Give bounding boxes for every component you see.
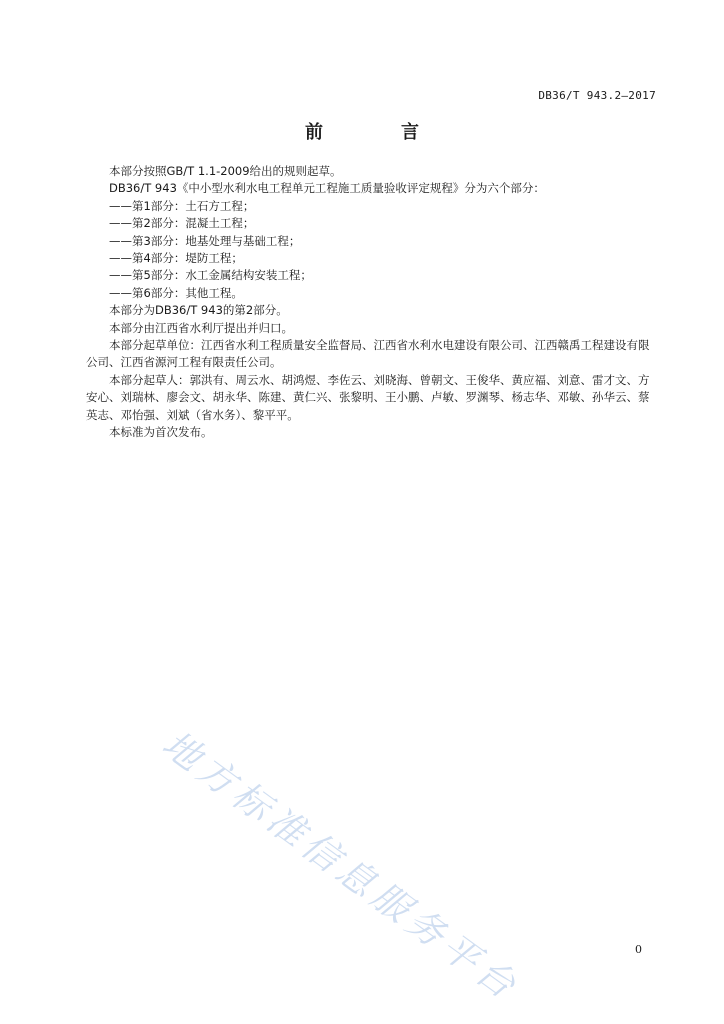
foreword-body bbox=[86, 163, 658, 442]
paragraph-proposer: 本部分由江西省水利厅提出并归口。 bbox=[109, 320, 293, 335]
list-item-part-2: ——第2部分：混凝土工程； bbox=[109, 216, 255, 231]
paragraph-drafting-rules: 本部分按照GB/T 1.1-2009给出的规则起草。 bbox=[109, 164, 342, 178]
list-item-part-5: ——第5部分：水工金属结构安装工程； bbox=[109, 268, 312, 283]
page-number: 0 bbox=[635, 943, 642, 956]
list-item-part-6: ——第6部分：其他工程。 bbox=[109, 285, 243, 300]
list-item-part-4: ——第4部分：堤防工程； bbox=[109, 251, 243, 266]
paragraph-first-release: 本标准为首次发布。 bbox=[109, 425, 213, 440]
paragraph-drafters: 本部分起草人：郭洪有、周云水、胡鸿煜、李佐云、刘晓海、曾朝文、王俊华、黄应福、刘意、雷才文、方安心、刘瑞林、廖会文、胡永华、陈建、黄仁兴、张黎明、王小鹏、卢敏、罗渊琴、杨志华、邓敏、孙华云、蔡英志、邓怡强、刘斌（省水务）、黎平平。 bbox=[86, 372, 650, 422]
watermark: 地方标准信息服务平台 bbox=[154, 722, 528, 1010]
standard-code: DB36/T 943.2—2017 bbox=[538, 89, 656, 102]
page-title: 前 言 bbox=[305, 122, 449, 143]
list-item-part-3: ——第3部分：地基处理与基础工程； bbox=[109, 233, 301, 248]
paragraph-drafting-units: 本部分起草单位：江西省水利工程质量安全监督局、江西省水利水电建设有限公司、江西赣禹工程建设有限公司、江西省源河工程有限责任公司。 bbox=[86, 338, 650, 370]
paragraph-parts-intro: DB36/T 943《中小型水利水电工程单元工程施工质量验收评定规程》分为六个部分： bbox=[109, 181, 545, 196]
list-item-part-1: ——第1部分：土石方工程； bbox=[109, 198, 255, 213]
paragraph-part-number: 本部分为DB36/T 943的第2部分。 bbox=[109, 303, 288, 318]
